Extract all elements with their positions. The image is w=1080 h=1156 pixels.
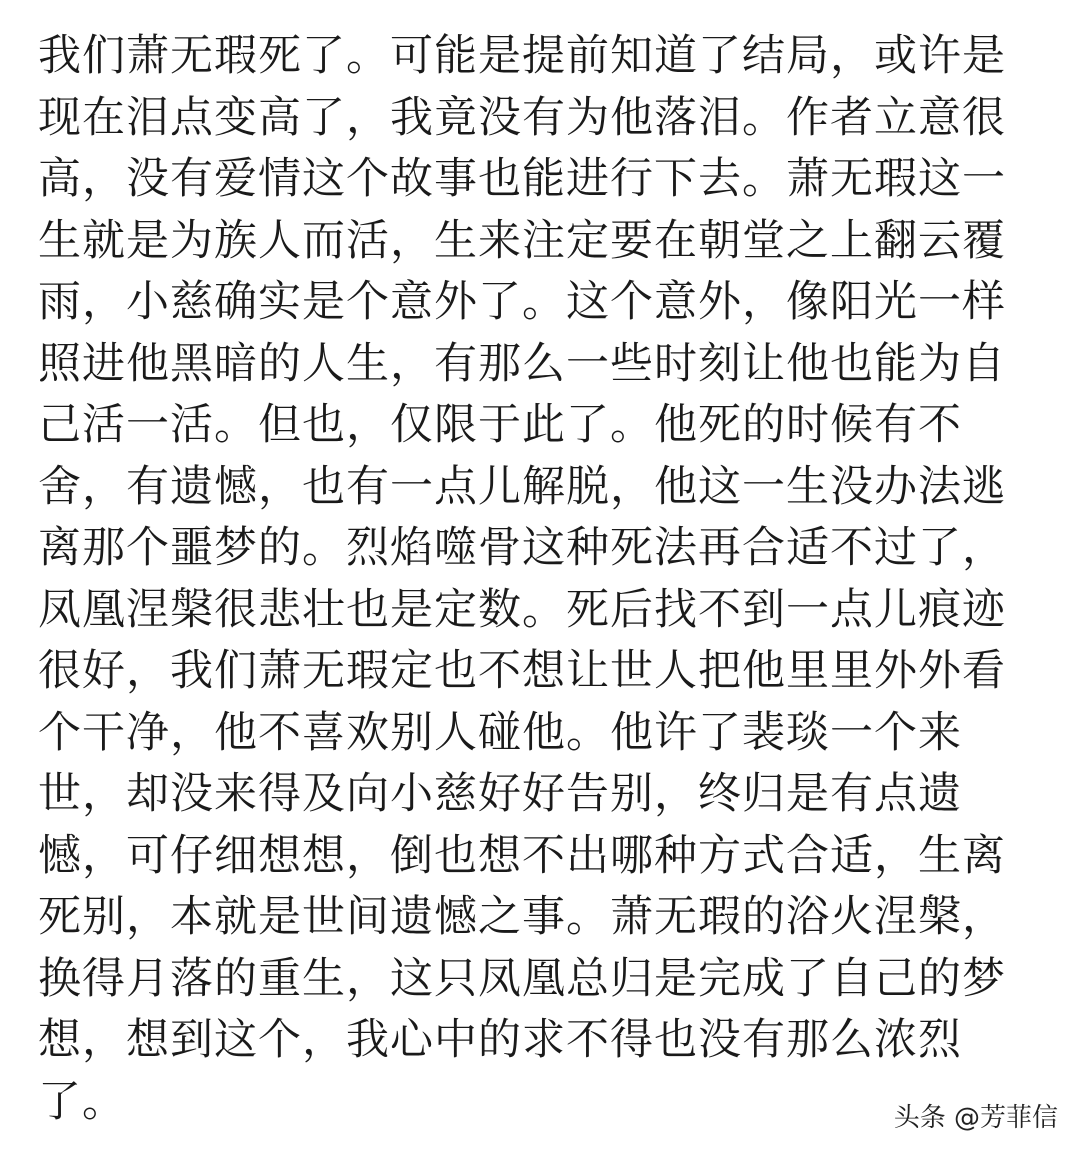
- text-line: 换得月落的重生，这只凤凰总归是完成了自己的梦: [38, 953, 1006, 1004]
- text-line: 我们萧无瑕死了。可能是提前知道了结局，或许是: [38, 31, 1006, 81]
- post-body: [38, 26, 1044, 1133]
- text-line: 世，却没来得及向小慈好好告别，终归是有点遗: [38, 769, 962, 819]
- text-line: 舍，有遗憾，也有一点儿解脱，他这一生没办法逃: [38, 461, 1006, 512]
- text-line: 生就是为族人而活，生来注定要在朝堂之上翻云覆: [38, 215, 1006, 266]
- text-line: 很好，我们萧无瑕定也不想让世人把他里里外外看: [38, 646, 1006, 696]
- text-line: 照进他黑暗的人生，有那么一些时刻让他也能为自: [38, 338, 1006, 389]
- text-line: 死别，本就是世间遗憾之事。萧无瑕的浴火涅槃，: [38, 892, 1006, 942]
- text-line: 现在泪点变高了，我竟没有为他落泪。作者立意很: [38, 92, 1006, 143]
- watermark: 头条 @芳菲信: [893, 1103, 1058, 1133]
- text-line: 憾，可仔细想想，倒也想不出哪种方式合适，生离: [38, 830, 1006, 881]
- text-line: 离那个噩梦的。烈焰噬骨这种死法再合适不过了，: [38, 523, 1006, 573]
- text-line: 凤凰涅槃很悲壮也是定数。死后找不到一点儿痕迹: [38, 584, 1006, 635]
- text-line: 了。: [38, 1076, 126, 1127]
- text-line: 想，想到这个，我心中的求不得也没有那么浓烈: [38, 1015, 962, 1065]
- text-line: 雨，小慈确实是个意外了。这个意外，像阳光一样: [38, 277, 1006, 327]
- text-line: 己活一活。但也，仅限于此了。他死的时候有不: [38, 400, 962, 450]
- text-line: 个干净，他不喜欢别人碰他。他许了裴琰一个来: [38, 707, 962, 758]
- text-line: 高，没有爱情这个故事也能进行下去。萧无瑕这一: [38, 154, 1006, 204]
